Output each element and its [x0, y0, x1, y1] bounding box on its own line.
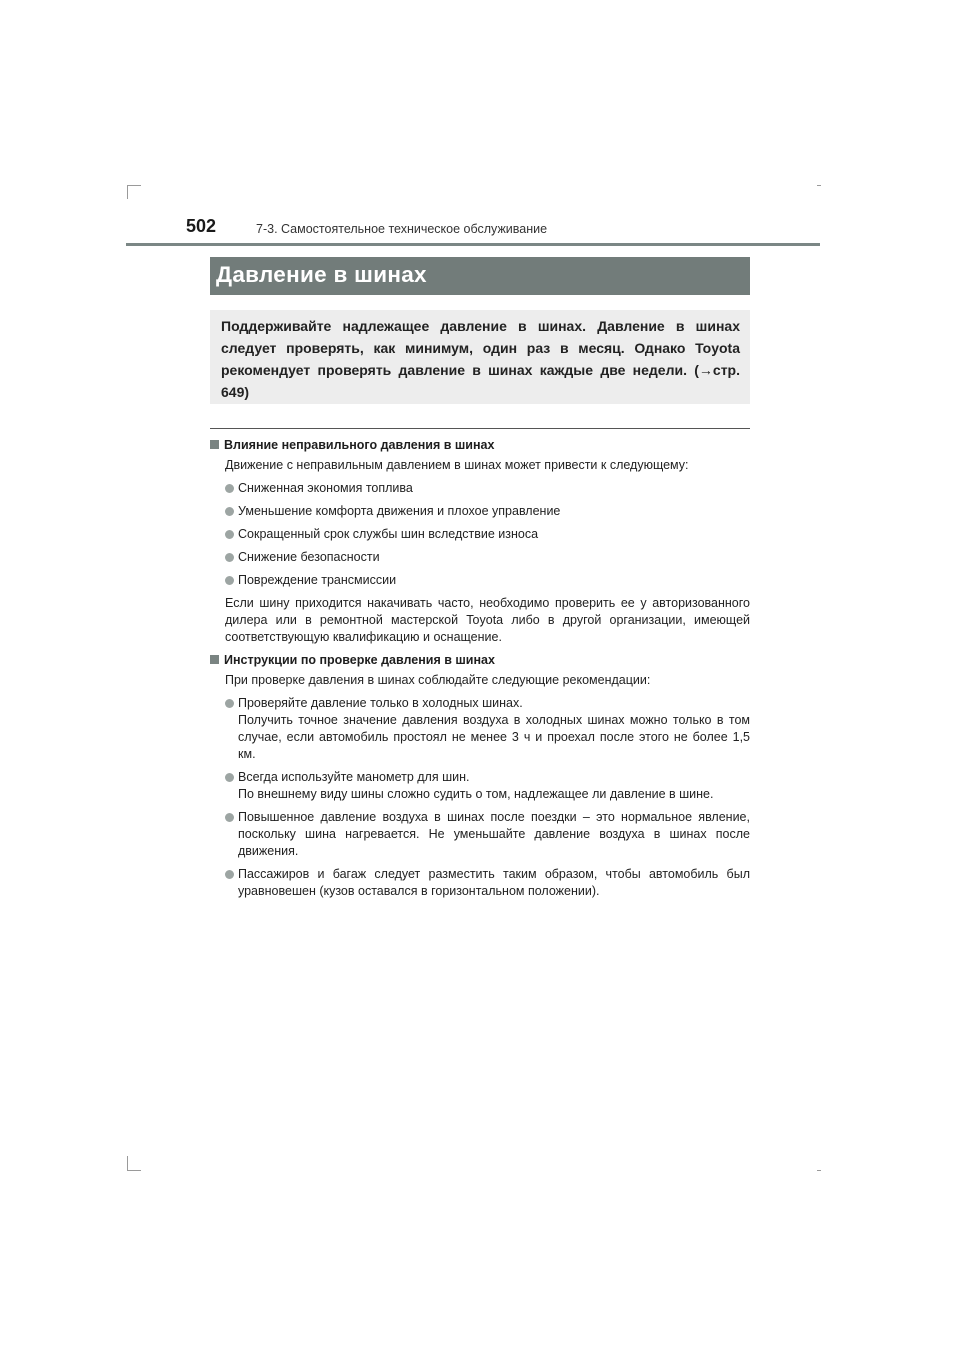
divider	[210, 428, 750, 429]
title-bar	[210, 257, 750, 295]
list-item: Пассажиров и багаж следует разместить таким образом, чтобы автомобиль был уравновешен (кузов оставался в горизонтальном положении).	[225, 866, 750, 900]
list-item: Повышенное давление воздуха в шинах после поездки – это нормальное явление, поскольку шина нагревается. Не уменьшайте давление воздуха в шинах после движения.	[225, 809, 750, 860]
bullet-dot-icon	[225, 484, 234, 493]
page-number: 502	[186, 216, 217, 236]
bullet-dot-icon	[225, 576, 234, 585]
section-lead: При проверке давления в шинах соблюдайте следующие рекомендации:	[225, 673, 651, 687]
crop-mark-top-left-v	[127, 185, 128, 199]
section-title: 7-3. Самостоятельное техническое обслуживание	[256, 222, 548, 236]
square-icon	[210, 440, 219, 449]
section-heading-tire-pressure-effects	[210, 437, 750, 454]
list-item: Всегда используйте манометр для шин. По внешнему виду шины сложно судить о том, надлежащее ли давление в шине.	[225, 769, 750, 803]
bullet-dot-icon	[225, 699, 234, 708]
header-rule	[126, 243, 820, 246]
section-heading-text: Инструкции по проверке давления в шинах	[224, 653, 495, 667]
bullet-dot-icon	[225, 870, 234, 879]
list-item: Повреждение трансмиссии	[225, 572, 750, 589]
section-heading-pressure-check	[210, 652, 750, 669]
list-item: Сниженная экономия топлива	[225, 480, 750, 497]
bullet-dot-icon	[225, 507, 234, 516]
content	[210, 437, 750, 900]
page-header	[186, 216, 826, 240]
list-item: Снижение безопасности	[225, 549, 750, 566]
bullet-dot-icon	[225, 813, 234, 822]
page-title: Давление в шинах	[216, 262, 427, 287]
section-note: Если шину приходится накачивать часто, необходимо проверить ее у авторизованного дилера или в ремонтной мастерской Toyota либо в другой организации, имеющей соответствующую квалификацию и оснащение.	[225, 596, 750, 644]
square-icon	[210, 655, 219, 664]
bullet-dot-icon	[225, 773, 234, 782]
section-lead: Движение с неправильным давлением в шинах может привести к следующему:	[225, 458, 689, 472]
list-item: Сокращенный срок службы шин вследствие износа	[225, 526, 750, 543]
bullet-dot-icon	[225, 530, 234, 539]
crop-mark-top-right	[817, 185, 821, 186]
crop-mark-bottom-right	[817, 1170, 821, 1171]
crop-mark-top-left-h	[127, 185, 141, 186]
crop-mark-bottom-left-v	[127, 1156, 128, 1170]
intro-box: Поддерживайте надлежащее давление в шинах. Давление в шинах следует проверять, как минимум, один раз в месяц. Однако Toyota рекомендует проверять давление в шинах каждые две недели. (→стр. 649)	[210, 310, 750, 404]
crop-mark-bottom-left-h	[127, 1170, 141, 1171]
list-item: Проверяйте давление только в холодных шинах. Получить точное значение давления воздуха в холодных шинах можно только в том случае, если автомобиль простоял не менее 3 ч и проехал после этого не более 1,5 км.	[225, 695, 750, 763]
bullet-dot-icon	[225, 553, 234, 562]
list-item: Уменьшение комфорта движения и плохое управление	[225, 503, 750, 520]
section-heading-text: Влияние неправильного давления в шинах	[224, 438, 495, 452]
